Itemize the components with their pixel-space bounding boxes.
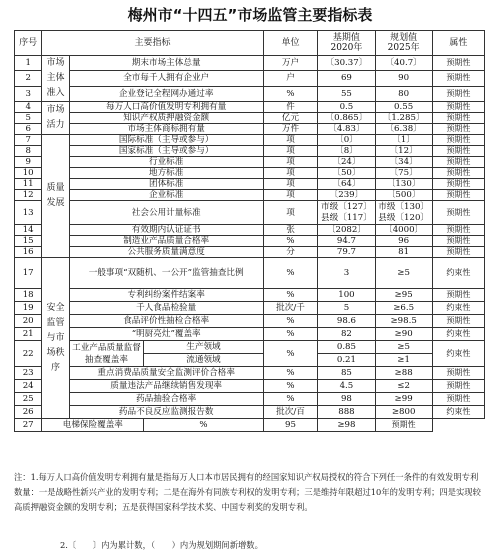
indicator-name: 千人食品检验量 xyxy=(69,302,263,315)
unit-cell: 项 xyxy=(263,201,318,225)
plan-cell: 〔1〕 xyxy=(375,135,432,146)
unit-cell: % xyxy=(263,393,318,406)
plan-cell: ≤2 xyxy=(375,380,432,393)
attr-cell: 预期性 xyxy=(432,190,484,201)
table-row xyxy=(15,135,485,146)
unit-cell: % xyxy=(263,341,318,367)
row-no: 1 xyxy=(15,56,42,71)
row-no: 24 xyxy=(15,380,42,393)
plan-cell: 81 xyxy=(375,247,432,258)
indicator-name: 一般事项“双随机、一公开”监管抽查比例 xyxy=(69,258,263,289)
unit-cell: % xyxy=(263,328,318,341)
plan-cell: ≥99 xyxy=(375,393,432,406)
indicator-name: 每万人口高价值发明专利拥有量 xyxy=(69,102,263,113)
indicator-name: 药品抽验合格率 xyxy=(69,393,263,406)
base-cell: 〔239〕 xyxy=(318,190,375,201)
unit-cell: % xyxy=(263,380,318,393)
page-title: 梅州市“十四五”市场监管主要指标表 xyxy=(127,6,373,24)
attr-cell: 预期性 xyxy=(432,236,484,247)
row-no: 23 xyxy=(15,367,42,380)
table-row xyxy=(15,201,485,225)
indicator-name: 重点消费品质量安全监测评价合格率 xyxy=(69,367,263,380)
unit-cell: 张 xyxy=(263,225,318,236)
attr-cell: 预期性 xyxy=(432,201,484,225)
table-row xyxy=(15,71,485,86)
row-no: 19 xyxy=(15,302,42,315)
indicator-name: 企业标准 xyxy=(69,190,263,201)
table-row xyxy=(15,302,485,315)
header-no: 序号 xyxy=(15,31,42,56)
unit-cell: 批次/百 xyxy=(263,406,318,419)
table-row xyxy=(15,190,485,201)
unit-cell: % xyxy=(144,419,263,432)
indicator-name: “明厨亮灶”覆盖率 xyxy=(69,328,263,341)
indicator-name: 公共服务质量满意度 xyxy=(69,247,263,258)
header-base: 基期值 2020年 xyxy=(318,31,375,56)
attr-cell: 预期性 xyxy=(432,315,484,328)
row-no: 4 xyxy=(15,102,42,113)
attr-cell: 预期性 xyxy=(432,146,484,157)
unit-cell: 项 xyxy=(263,168,318,179)
base-cell: 5 xyxy=(318,302,375,315)
attr-cell: 预期性 xyxy=(432,367,484,380)
plan-cell: 〔75〕 xyxy=(375,168,432,179)
plan-cell: ≥5 xyxy=(375,258,432,289)
row-no: 26 xyxy=(15,406,42,419)
unit-cell: % xyxy=(263,258,318,289)
attr-cell: 预期性 xyxy=(432,157,484,168)
attr-cell: 预期性 xyxy=(432,135,484,146)
base-cell: 98.6 xyxy=(318,315,375,328)
base-cell: 55 xyxy=(318,86,375,101)
attr-cell: 预期性 xyxy=(432,102,484,113)
header-plan: 规划值 2025年 xyxy=(375,31,432,56)
row-no: 3 xyxy=(15,86,42,101)
attr-cell: 预期性 xyxy=(432,380,484,393)
table-row xyxy=(15,102,485,113)
row-no: 2 xyxy=(15,71,42,86)
unit-cell: 批次/千 xyxy=(263,302,318,315)
table-row xyxy=(15,419,485,432)
attr-cell: 预期性 xyxy=(432,168,484,179)
table-row xyxy=(15,146,485,157)
table-row xyxy=(15,341,485,354)
base-cell: 〔0〕 xyxy=(318,135,375,146)
attr-cell: 预期性 xyxy=(432,225,484,236)
plan-cell: 〔500〕 xyxy=(375,190,432,201)
footnote-1: 注：1.每万人口高价值发明专利拥有量是指每万人口本市居民拥有的经国家知识产权局授权的符合下列任一条件的有效发明专利数量：一是战略性新兴产业的发明专利；二是在海外有同族专利权的发明专利；三是维持年限超过10年的发明专利；四是实现较高质押融资金额的发明专利；五是获得国家科学技术奖、中国专利奖的发明专利。 xyxy=(14,472,481,512)
base-cell: 3 xyxy=(318,258,375,289)
table-row xyxy=(15,168,485,179)
indicator-name: 期末市场主体总量 xyxy=(69,56,263,71)
plan-cell: ≥88 xyxy=(375,367,432,380)
indicator-name: 国际标准（主导或参与） xyxy=(69,135,263,146)
attr-cell: 预期性 xyxy=(432,56,484,71)
indicator-name: 市场主体商标拥有量 xyxy=(69,124,263,135)
unit-cell: 项 xyxy=(263,157,318,168)
table-row xyxy=(15,157,485,168)
unit-cell: 项 xyxy=(263,179,318,190)
base-cell: 95 xyxy=(263,419,318,432)
plan-cell: ≥90 xyxy=(375,328,432,341)
row-no: 9 xyxy=(15,157,42,168)
base-cell: 〔2082〕 xyxy=(318,225,375,236)
sub-indicator-name: 流通领域 xyxy=(144,354,263,367)
row-no: 8 xyxy=(15,146,42,157)
attr-cell: 预期性 xyxy=(432,247,484,258)
header-attr: 属性 xyxy=(432,31,484,56)
unit-cell: % xyxy=(263,315,318,328)
plan-cell: ≥98.5 xyxy=(375,315,432,328)
row-no: 14 xyxy=(15,225,42,236)
unit-cell: % xyxy=(263,367,318,380)
plan-cell: 90 xyxy=(375,71,432,86)
indicator-name: 地方标准 xyxy=(69,168,263,179)
row-no: 17 xyxy=(15,258,42,289)
table-row xyxy=(15,113,485,124)
plan-cell: 80 xyxy=(375,86,432,101)
row-no: 10 xyxy=(15,168,42,179)
indicator-name: 企业登记全程网办通过率 xyxy=(69,86,263,101)
table-row xyxy=(15,393,485,406)
row-no: 5 xyxy=(15,113,42,124)
base-cell: 82 xyxy=(318,328,375,341)
plan-cell: 〔130〕 xyxy=(375,179,432,190)
unit-cell: 分 xyxy=(263,247,318,258)
row-no: 16 xyxy=(15,247,42,258)
unit-cell: 项 xyxy=(263,190,318,201)
indicator-name: 制造业产品质量合格率 xyxy=(69,236,263,247)
indicator-name: 国家标准（主导或参与） xyxy=(69,146,263,157)
plan-cell: 市级〔130〕 县级〔120〕 xyxy=(375,201,432,225)
attr-cell: 预期性 xyxy=(375,419,432,432)
base-cell: 0.85 xyxy=(318,341,375,354)
indicator-table xyxy=(14,30,485,432)
plan-cell: 〔34〕 xyxy=(375,157,432,168)
plan-cell: ≥1 xyxy=(375,354,432,367)
table-row xyxy=(15,380,485,393)
indicator-name: 药品不良反应监测报告数 xyxy=(69,406,263,419)
base-cell: 85 xyxy=(318,367,375,380)
base-cell: 4.5 xyxy=(318,380,375,393)
plan-cell: ≥98 xyxy=(318,419,375,432)
row-no: 25 xyxy=(15,393,42,406)
unit-cell: % xyxy=(263,86,318,101)
unit-cell: 万件 xyxy=(263,124,318,135)
table-row xyxy=(15,179,485,190)
plan-cell: 〔40.7〕 xyxy=(375,56,432,71)
attr-cell: 预期性 xyxy=(432,113,484,124)
attr-cell: 约束性 xyxy=(432,406,484,419)
plan-cell: 〔4000〕 xyxy=(375,225,432,236)
plan-cell: 〔12〕 xyxy=(375,146,432,157)
row-no: 18 xyxy=(15,289,42,302)
attr-cell: 预期性 xyxy=(432,86,484,101)
indicator-name: 行业标准 xyxy=(69,157,263,168)
header-main: 主要指标 xyxy=(42,31,263,56)
base-cell: 〔50〕 xyxy=(318,168,375,179)
indicator-name: 质量违法产品继续销售发现率 xyxy=(69,380,263,393)
category-cell: 质量发展 xyxy=(42,135,69,258)
plan-cell: 〔6.38〕 xyxy=(375,124,432,135)
table-row xyxy=(15,367,485,380)
table-row xyxy=(15,225,485,236)
plan-cell: 0.55 xyxy=(375,102,432,113)
base-cell: 79.7 xyxy=(318,247,375,258)
unit-cell: 项 xyxy=(263,146,318,157)
table-row xyxy=(15,258,485,289)
base-cell: 0.5 xyxy=(318,102,375,113)
table-row xyxy=(15,328,485,341)
attr-cell: 约束性 xyxy=(432,341,484,367)
base-cell: 〔4.83〕 xyxy=(318,124,375,135)
row-no: 21 xyxy=(15,328,42,341)
base-cell: 888 xyxy=(318,406,375,419)
row-no: 27 xyxy=(15,419,42,432)
plan-cell: 〔1.285〕 xyxy=(375,113,432,124)
indicator-name: 电梯保险覆盖率 xyxy=(42,419,144,432)
row-no: 12 xyxy=(15,190,42,201)
base-cell: 94.7 xyxy=(318,236,375,247)
attr-cell: 预期性 xyxy=(432,393,484,406)
unit-cell: 亿元 xyxy=(263,113,318,124)
indicator-name: 全市每千人拥有企业户 xyxy=(69,71,263,86)
unit-cell: 万户 xyxy=(263,56,318,71)
base-cell: 〔0.865〕 xyxy=(318,113,375,124)
table-row xyxy=(15,86,485,101)
base-cell: 〔8〕 xyxy=(318,146,375,157)
base-cell: 〔64〕 xyxy=(318,179,375,190)
base-cell: 市级〔127〕 县级〔117〕 xyxy=(318,201,375,225)
category-cell: 安全监管与市场秩序 xyxy=(42,258,69,419)
footnote-2: 2.〔 〕内为累计数，（ ）内为规划期间新增数。 xyxy=(60,540,263,550)
attr-cell: 预期性 xyxy=(432,179,484,190)
base-cell: 0.21 xyxy=(318,354,375,367)
unit-cell: % xyxy=(263,289,318,302)
base-cell: 69 xyxy=(318,71,375,86)
row-no: 6 xyxy=(15,124,42,135)
attr-cell: 预期性 xyxy=(432,124,484,135)
base-cell: 98 xyxy=(318,393,375,406)
plan-cell: ≥95 xyxy=(375,289,432,302)
indicator-name: 团体标准 xyxy=(69,179,263,190)
unit-cell: 项 xyxy=(263,135,318,146)
row-no: 15 xyxy=(15,236,42,247)
table-row xyxy=(15,315,485,328)
plan-cell: 96 xyxy=(375,236,432,247)
header-unit: 单位 xyxy=(263,31,318,56)
row-no: 20 xyxy=(15,315,42,328)
attr-cell: 约束性 xyxy=(432,328,484,341)
table-row xyxy=(15,56,485,71)
attr-cell: 预期性 xyxy=(432,289,484,302)
row-no: 13 xyxy=(15,201,42,225)
unit-cell: 件 xyxy=(263,102,318,113)
attr-cell: 约束性 xyxy=(432,302,484,315)
unit-cell: 户 xyxy=(263,71,318,86)
plan-cell: ≥5 xyxy=(375,341,432,354)
sub-indicator-name: 生产领域 xyxy=(144,341,263,354)
table-row xyxy=(15,289,485,302)
table-row xyxy=(15,247,485,258)
unit-cell: % xyxy=(263,236,318,247)
base-cell: 〔24〕 xyxy=(318,157,375,168)
indicator-name: 专利纠纷案件结案率 xyxy=(69,289,263,302)
indicator-name: 社会公用计量标准 xyxy=(69,201,263,225)
row-no: 7 xyxy=(15,135,42,146)
table-row xyxy=(15,406,485,419)
indicator-name: 知识产权质押融资金额 xyxy=(69,113,263,124)
base-cell: 100 xyxy=(318,289,375,302)
row-no: 11 xyxy=(15,179,42,190)
category-cell: 市场活力 xyxy=(42,102,69,135)
indicator-name: 工业产品质量监督抽查覆盖率 xyxy=(69,341,144,367)
base-cell: 〔30.37〕 xyxy=(318,56,375,71)
table-row xyxy=(15,124,485,135)
indicator-name: 有效期内认证证书 xyxy=(69,225,263,236)
plan-cell: ≥6.5 xyxy=(375,302,432,315)
category-cell: 市场主体准入 xyxy=(42,56,69,102)
attr-cell: 预期性 xyxy=(432,71,484,86)
table-header-row xyxy=(15,31,485,56)
row-no: 22 xyxy=(15,341,42,367)
table-row xyxy=(15,236,485,247)
plan-cell: ≥800 xyxy=(375,406,432,419)
attr-cell: 约束性 xyxy=(432,258,484,289)
indicator-name: 食品评价性抽检合格率 xyxy=(69,315,263,328)
